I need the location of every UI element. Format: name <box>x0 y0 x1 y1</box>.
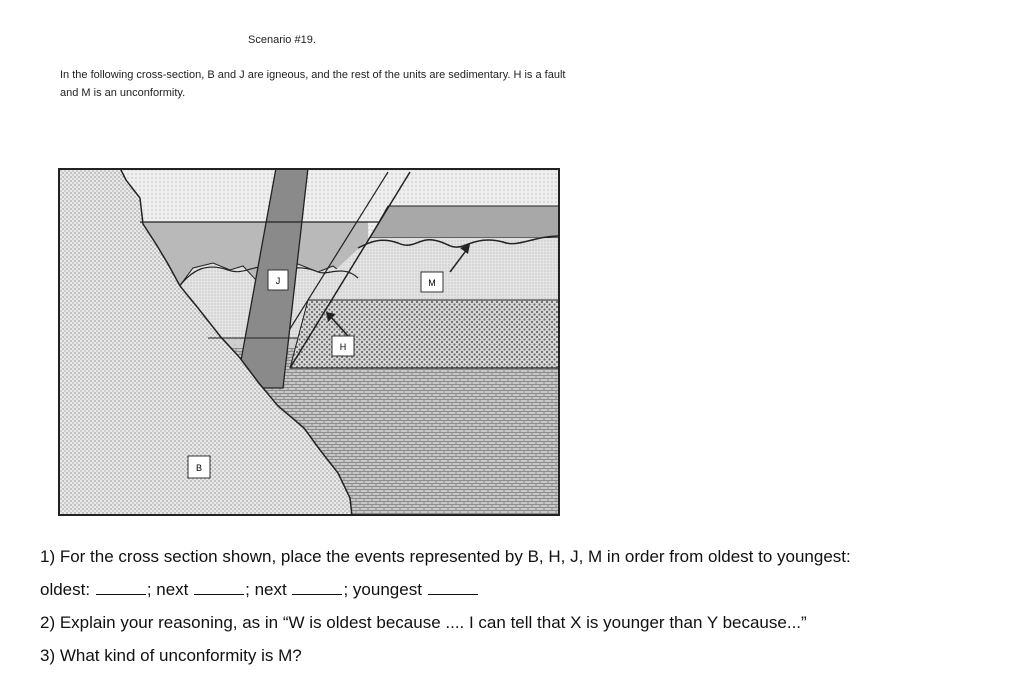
intro-paragraph <box>60 66 680 102</box>
label-h: H <box>339 342 347 352</box>
label-b: B <box>195 463 203 473</box>
cross-section-diagram <box>58 168 560 516</box>
next-label-2: ; next <box>245 580 287 599</box>
label-j: J <box>275 276 281 286</box>
intro-line-1: In the following cross-section, B and J are igneous, and the rest of the units are sedimentary. H is a fault <box>60 69 566 81</box>
youngest-label: ; youngest <box>343 580 422 599</box>
top-layer-right <box>388 168 560 206</box>
bigdot-layer-right <box>290 300 560 368</box>
question-3: 3) What kind of unconformity is M? <box>40 646 302 665</box>
intro-line-2: and M is an unconformity. <box>60 87 186 99</box>
question-2: 2) Explain your reasoning, as in “W is oldest because .... I can tell that X is younger than Y because...” <box>40 613 807 632</box>
next-blank-2[interactable] <box>292 580 342 595</box>
oldest-label: oldest: <box>40 580 91 599</box>
oldest-blank[interactable] <box>96 580 146 595</box>
youngest-blank[interactable] <box>428 580 478 595</box>
next-label-1: ; next <box>146 580 189 599</box>
question-1: 1) For the cross section shown, place the events represented by B, H, J, M in order from oldest to youngest: <box>40 547 851 566</box>
dark-band-right <box>370 206 560 238</box>
scenario-title: Scenario #19. <box>248 34 316 46</box>
questions <box>40 545 1010 677</box>
order-line <box>40 578 1010 611</box>
next-blank-1[interactable] <box>194 580 244 595</box>
label-m: M <box>428 278 436 288</box>
